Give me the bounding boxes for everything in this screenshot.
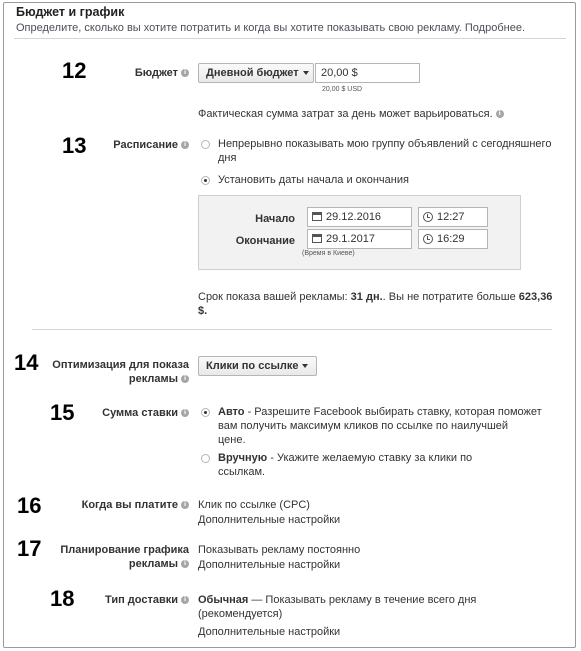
clock-icon (423, 234, 433, 244)
end-label: Окончание (235, 235, 295, 247)
delivery-advanced-link[interactable]: Дополнительные настройки (198, 626, 341, 638)
chevron-down-icon (302, 364, 308, 368)
step-number-14: 14 (14, 350, 39, 375)
calendar-icon (312, 212, 322, 221)
schedule-dates-radio[interactable] (201, 176, 210, 185)
delivery-value: Обычная — Показывать рекламу в течение всего дня (рекомендуется) (198, 594, 477, 620)
info-icon[interactable]: i (181, 69, 189, 77)
ad-scheduling-label: Планирование графика рекламы i (60, 544, 189, 570)
header-divider (14, 38, 566, 39)
step-number-13: 13 (62, 133, 87, 158)
info-icon[interactable]: i (181, 409, 189, 417)
step-number-18: 18 (50, 586, 75, 611)
section-title: Бюджет и график (16, 5, 125, 19)
schedule-label: Расписание i (69, 138, 189, 152)
section-divider (32, 329, 552, 330)
end-date-field[interactable]: 29.1.2017 (307, 229, 412, 249)
start-date-field[interactable]: 29.12.2016 (307, 207, 412, 227)
start-label: Начало (255, 213, 295, 225)
info-icon[interactable]: i (181, 141, 189, 149)
info-icon[interactable]: i (181, 375, 189, 383)
end-time-field[interactable]: 16:29 (418, 229, 488, 249)
info-icon[interactable]: i (181, 560, 189, 568)
payment-advanced-link[interactable]: Дополнительные настройки (198, 514, 341, 526)
calendar-icon (312, 234, 322, 243)
info-icon[interactable]: i (496, 110, 504, 118)
bid-manual-text: Вручную - Укажите желаемую ставку за клики по ссылкам. (218, 452, 473, 478)
budget-label: Бюджет i (69, 66, 189, 80)
step-number-12: 12 (62, 58, 87, 83)
optimization-dropdown[interactable]: Клики по ссылке (198, 356, 317, 376)
budget-amount-input[interactable] (315, 63, 420, 83)
bid-auto-radio[interactable] (201, 408, 210, 417)
payment-label: Когда вы платите i (48, 498, 189, 512)
optimization-label: Оптимизация для показа рекламы i (52, 359, 189, 385)
bid-label: Сумма ставки i (69, 406, 189, 420)
budget-note: Фактическая сумма затрат за день может варьироваться. i (198, 107, 504, 121)
step-number-15: 15 (50, 400, 75, 425)
schedule-continuous-radio[interactable] (201, 140, 210, 149)
chevron-down-icon (303, 71, 309, 75)
start-time-field[interactable]: 12:27 (418, 207, 488, 227)
schedule-duration-summary: Срок показа вашей рекламы: 31 дн.. Вы не потратите больше 623,36 $. (198, 291, 553, 317)
step-number-17: 17 (17, 536, 42, 561)
ad-scheduling-advanced-link[interactable]: Дополнительные настройки (198, 559, 341, 571)
schedule-dates-text: Установить даты начала и окончания (218, 174, 409, 186)
bid-auto-text: Авто - Разрешите Facebook выбирать ставку, которая поможет вам получить максимум кликов по ссылке по наилучшей цене. (218, 406, 542, 446)
clock-icon (423, 212, 433, 222)
budget-amount-usd: 20,00 $ USD (322, 86, 363, 93)
budget-type-dropdown[interactable]: Дневной бюджет (198, 63, 314, 83)
info-icon[interactable]: i (181, 596, 189, 604)
step-number-16: 16 (17, 493, 42, 518)
delivery-label: Тип доставки i (69, 593, 189, 607)
ad-scheduling-value: Показывать рекламу постоянно (198, 544, 361, 556)
timezone-note: (Время в Киеве) (302, 250, 355, 257)
section-subtitle: Определите, сколько вы хотите потратить и когда вы хотите показывать свою рекламу. Подробнее. (16, 22, 525, 34)
info-icon[interactable]: i (181, 501, 189, 509)
bid-manual-radio[interactable] (201, 454, 210, 463)
schedule-continuous-text: Непрерывно показывать мою группу объявлений с сегодняшнего дня (218, 138, 552, 164)
payment-value: Клик по ссылке (CPC) (198, 499, 310, 511)
